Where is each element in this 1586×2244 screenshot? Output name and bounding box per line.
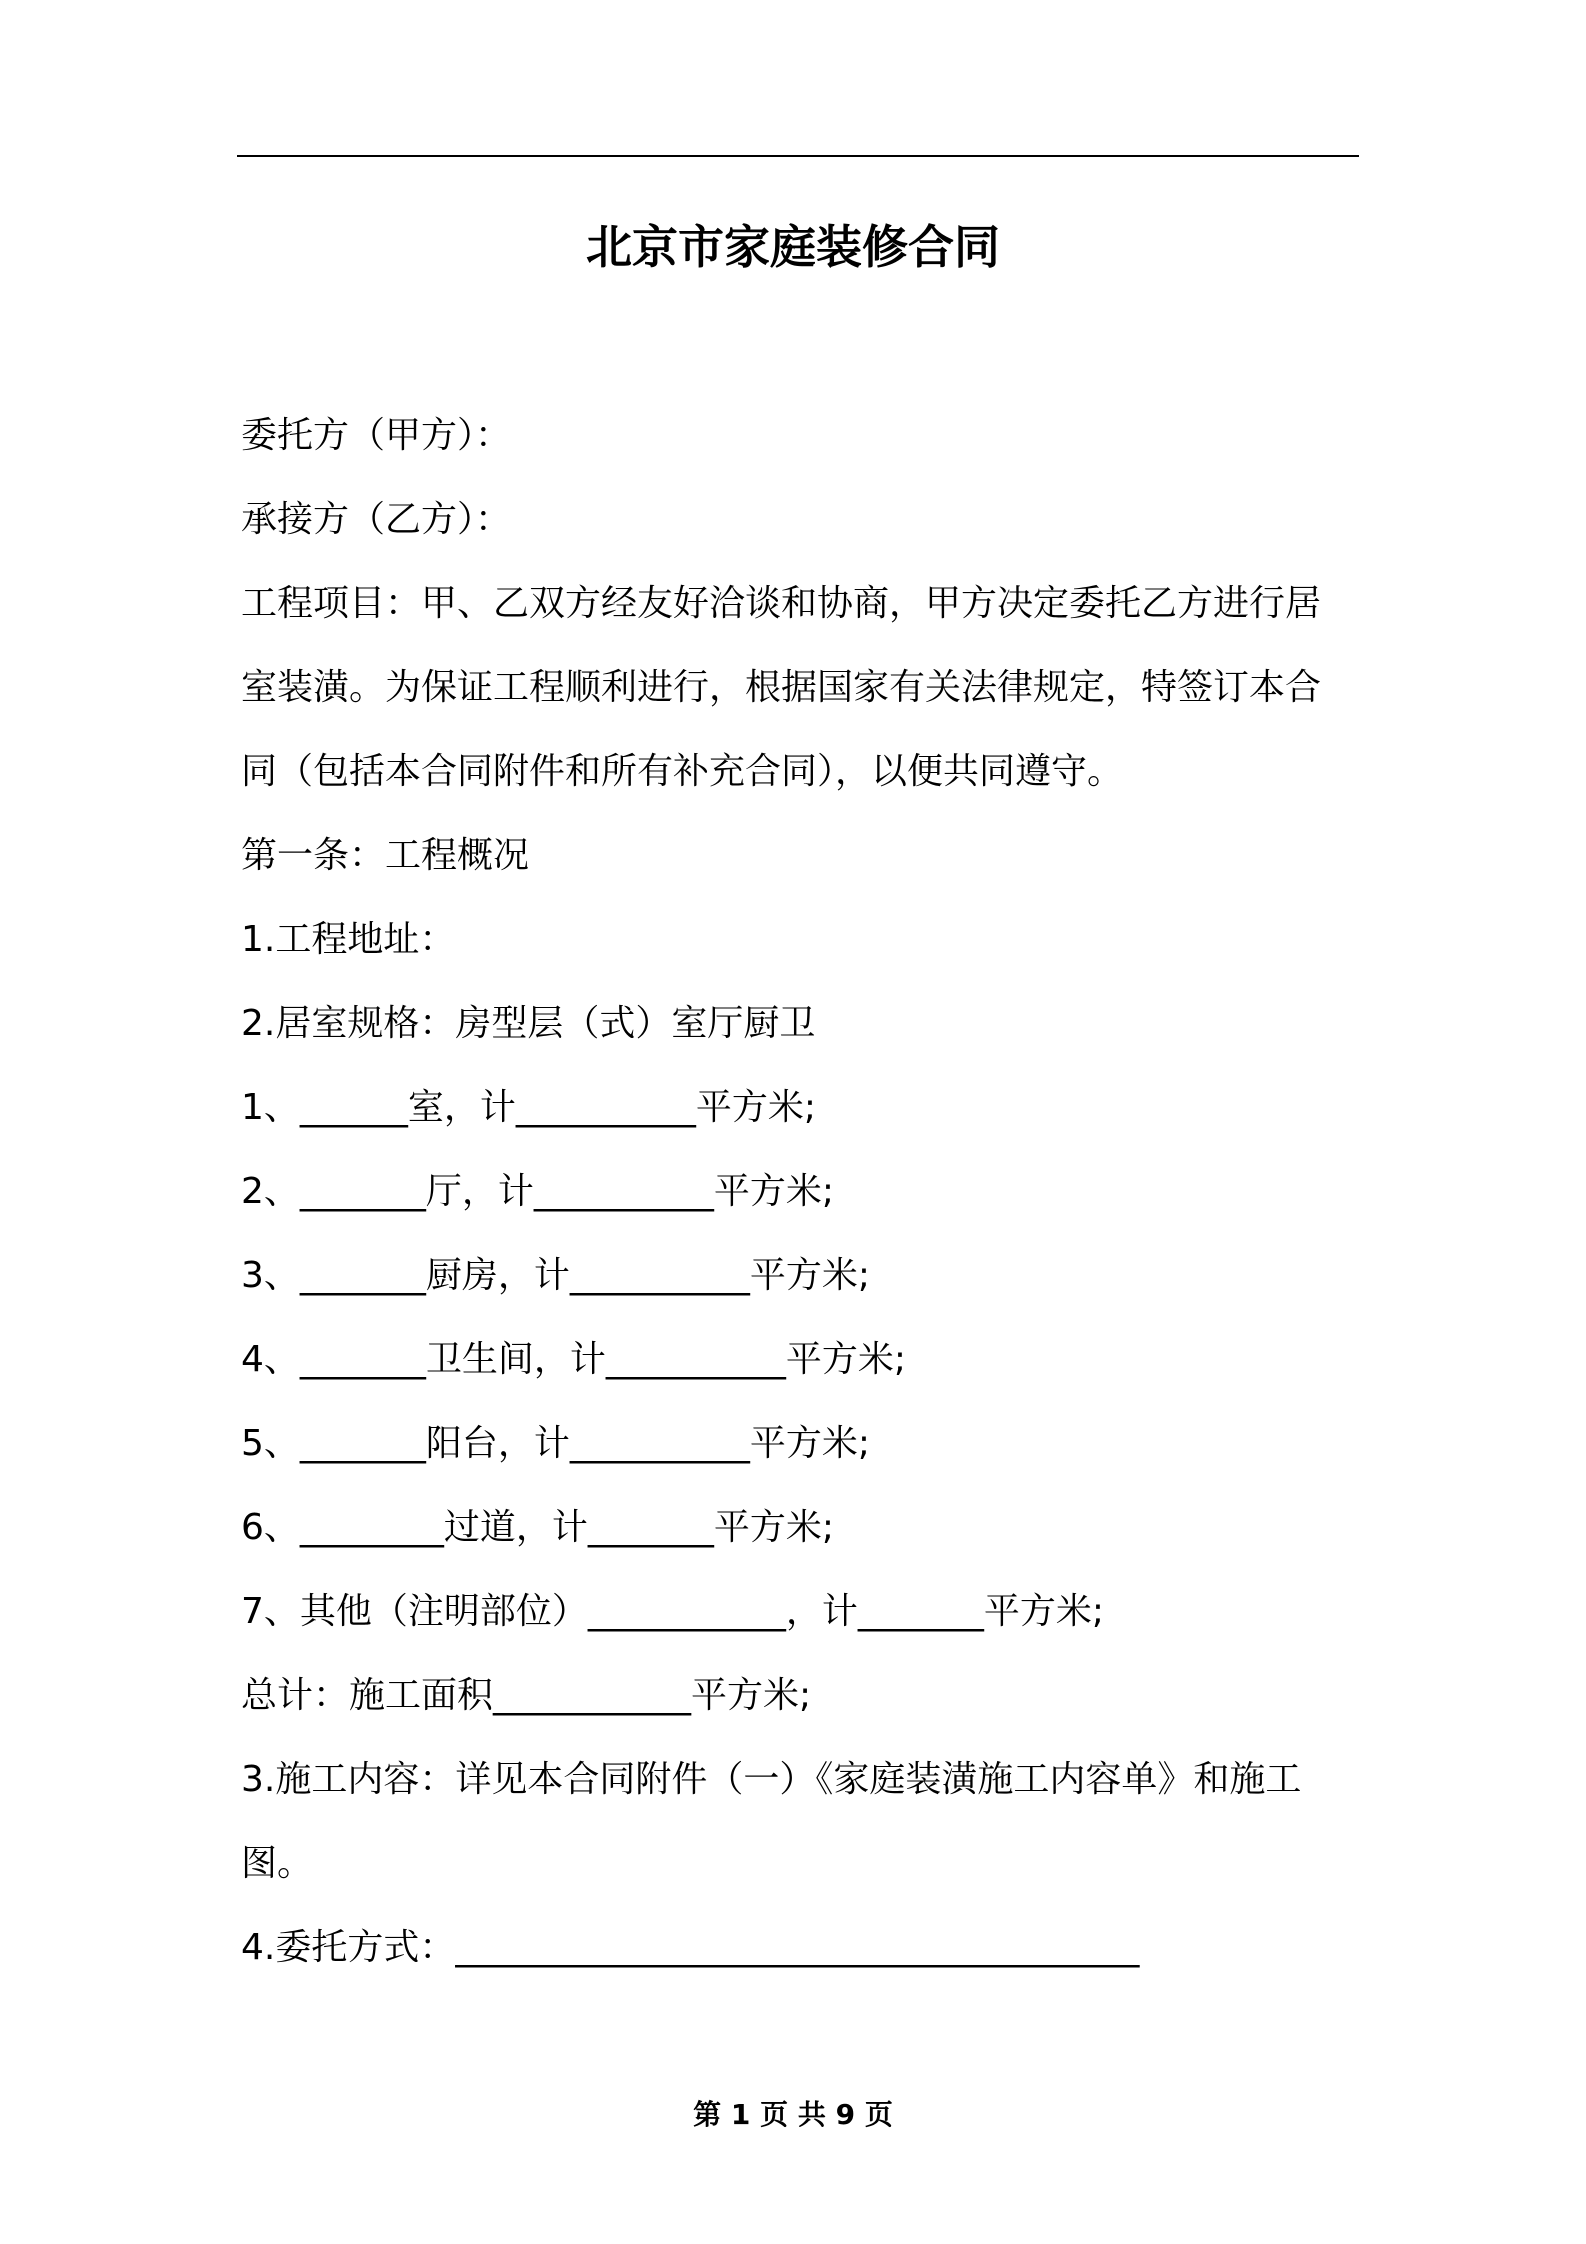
line-article-1-heading: 第一条：工程概况: [241, 835, 530, 876]
line-room-kitchen: 3、_______厨房，计__________平方米;: [241, 1255, 871, 1296]
line-party-a: 委托方（甲方）：: [241, 415, 512, 456]
line-room-hall: 2、_______厅，计__________平方米;: [241, 1171, 835, 1212]
line-project-1: 工程项目：甲、乙双方经友好洽谈和协商，甲方决定委托乙方进行居: [241, 583, 1322, 624]
line-total-area: 总计：施工面积___________平方米;: [241, 1675, 812, 1716]
line-room-spec: 2.居室规格：房型层（式）室厅厨卫: [241, 1003, 816, 1044]
line-construction-content-2: 图。: [241, 1843, 314, 1884]
line-room-other: 7、其他（注明部位）___________，计_______平方米;: [241, 1591, 1105, 1632]
line-project-3: 同（包括本合同附件和所有补充合同），以便共同遵守。: [241, 751, 1124, 792]
line-commission-method: 4.委托方式：______________________________________: [241, 1927, 1140, 1968]
line-project-2: 室装潢。为保证工程顺利进行，根据国家有关法律规定，特签订本合: [241, 667, 1322, 708]
line-room-corridor: 6、________过道，计_______平方米;: [241, 1507, 835, 1548]
line-construction-content-1: 3.施工内容：详见本合同附件（一）《家庭装潢施工内容单》和施工: [241, 1759, 1302, 1800]
document-title: 北京市家庭装修合同: [586, 220, 1000, 274]
line-room-bathroom: 4、_______卫生间，计__________平方米;: [241, 1339, 907, 1380]
page-number: 第 1 页 共 9 页: [693, 2098, 893, 2131]
header-rule: [237, 155, 1359, 157]
line-room-balcony: 5、_______阳台，计__________平方米;: [241, 1423, 871, 1464]
line-room-bedroom: 1、______室，计__________平方米;: [241, 1087, 817, 1128]
line-party-b: 承接方（乙方）：: [241, 499, 512, 540]
line-project-address: 1.工程地址：: [241, 919, 456, 960]
